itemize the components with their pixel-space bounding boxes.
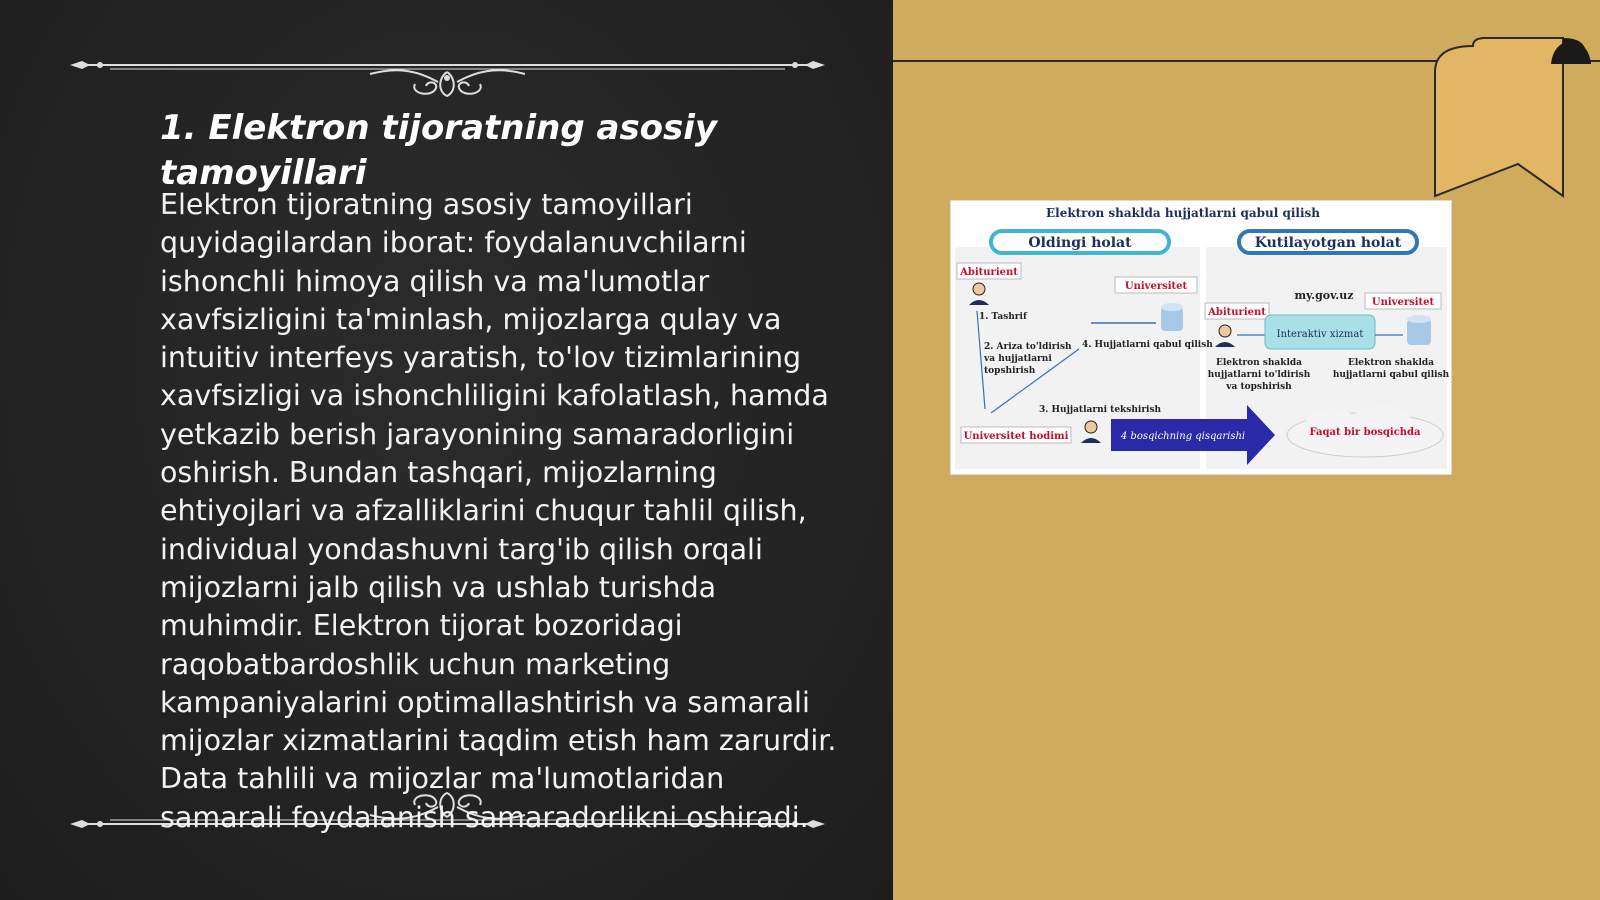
slide-title: 1. Elektron tijoratning asosiy tamoyillari [160, 108, 718, 193]
cloud-label: Faqat bir bosqichda [1309, 427, 1421, 438]
step-1-label: 1. Tashrif [979, 312, 1027, 322]
step-3-label: 3. Hujjatlarni tekshirish [1039, 405, 1162, 415]
slide-body-text: Elektron tijoratning asosiy tamoyillari quyidagilardan iborat: foydalanuvchilarni ishonchli himoya qilish va ma'lumotlar xavfsizligini ta'minlash, mijozlarga qulay va intuitiv interfeys yaratish, to'lov tizimlarining xavfsizligi va ishonchliligini kafolatlash, hamda yetkazib berish jarayonining samaradorligini oshirish. Bundan tashqari, mijozlarning ehtiyojlari va afzalliklarini chuqur tahlil qilish, individual yondashuvni targ'ib qilish orqali mijozlarni jalb qilish va ushlab turishda muhimdir. Elektron tijorat bozoridagi raqobatbardoshlik uchun marketing kampaniyalarini optimallashtirish va samarali mijozlar xizmatlarini taqdim etish ham zarurdir. Data tahlili va mijozlar ma'lumotlaridan samarali foydalanish samaradorlikni oshiradi. [160, 188, 837, 834]
right-abiturient-label: Abiturient [1208, 307, 1266, 318]
arrow-label: 4 bosqichning qisqarishi [1120, 431, 1246, 442]
top-ornament-divider [70, 38, 825, 98]
step-2-line-2: va hujjatlarni [984, 354, 1052, 364]
service-label: Interaktiv xizmat [1276, 329, 1364, 340]
right-caption-2-line-1: Elektron shaklda [1347, 358, 1435, 368]
left-abiturient-label: Abiturient [960, 267, 1018, 278]
database-icon [1161, 303, 1183, 331]
staff-label: Universitet hodimi [963, 431, 1069, 442]
step-4-label: 4. Hujjatlarni qabul qilish [1082, 340, 1213, 350]
document-submission-diagram [950, 200, 1452, 475]
right-caption-1-line-1: Elektron shaklda [1215, 358, 1303, 368]
left-universitet-label: Universitet [1124, 281, 1188, 292]
diagram-title: Elektron shaklda hujjatlarni qabul qilish [1045, 206, 1321, 220]
left-header-label: Oldingi holat [1028, 235, 1132, 251]
right-caption-1-line-3: va topshirish [1226, 382, 1292, 392]
step-2-line-3: topshirish [984, 366, 1036, 376]
right-caption-1-line-2: hujjatlarni to'ldirish [1207, 370, 1311, 380]
right-universitet-label: Universitet [1371, 297, 1435, 308]
portal-label: my.gov.uz [1294, 289, 1354, 302]
right-database-icon [1407, 315, 1431, 345]
right-caption-2-line-2: hujjatlarni qabul qilish [1332, 370, 1450, 380]
right-header-label: Kutilayotgan holat [1254, 235, 1402, 251]
bookmark-ribbon-icon [1433, 34, 1600, 204]
step-2-line-1: 2. Ariza to'ldirish [984, 342, 1072, 352]
